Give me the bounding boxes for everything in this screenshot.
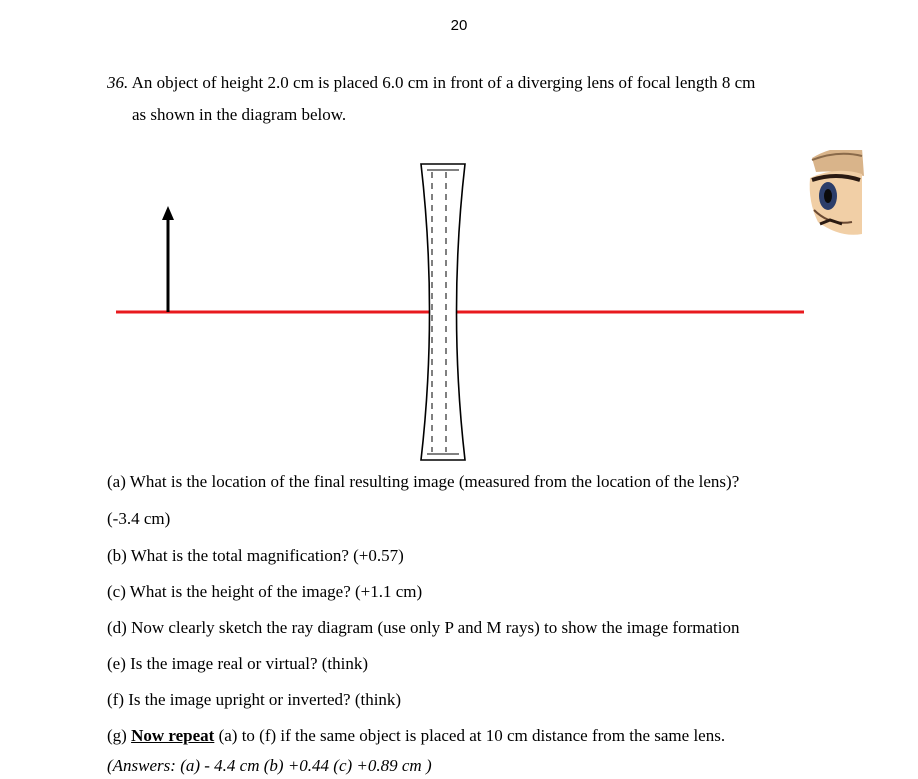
question-text-1: An object of height 2.0 cm is placed 6.0 cm in front of a diverging lens of focal length 8 cm	[131, 73, 756, 92]
part-g-rest: (a) to (f) if the same object is placed at 10 cm distance from the same lens.	[214, 726, 726, 745]
part-g	[107, 726, 725, 746]
part-a: (a) What is the location of the final resulting image (measured from the location of the lens)?	[107, 472, 740, 491]
answers-line: (Answers: (a) - 4.4 cm (b) +0.44 (c) +0.89 cm )	[107, 756, 432, 775]
part-e: (e) Is the image real or virtual? (think)	[107, 654, 369, 673]
lens-diagram	[0, 150, 918, 470]
part-d: (d) Now clearly sketch the ray diagram (use only P and M rays) to show the image formation	[107, 618, 740, 637]
eye-icon	[810, 150, 864, 235]
question-line-2: as shown in the diagram below.	[132, 105, 347, 124]
question-line-1	[107, 73, 755, 93]
question-number: 36.	[107, 73, 129, 92]
part-g-prefix: (g)	[107, 726, 132, 745]
part-g-emphasis: Now repeat	[131, 726, 215, 745]
part-c: (c) What is the height of the image? (+1.1 cm)	[107, 582, 423, 601]
object-arrow	[162, 206, 174, 312]
part-b: (b) What is the total magnification? (+0.57)	[107, 546, 404, 565]
page-number: 20	[450, 17, 468, 34]
part-a-answer: (-3.4 cm)	[107, 509, 171, 528]
part-f: (f) Is the image upright or inverted? (think)	[107, 690, 402, 709]
